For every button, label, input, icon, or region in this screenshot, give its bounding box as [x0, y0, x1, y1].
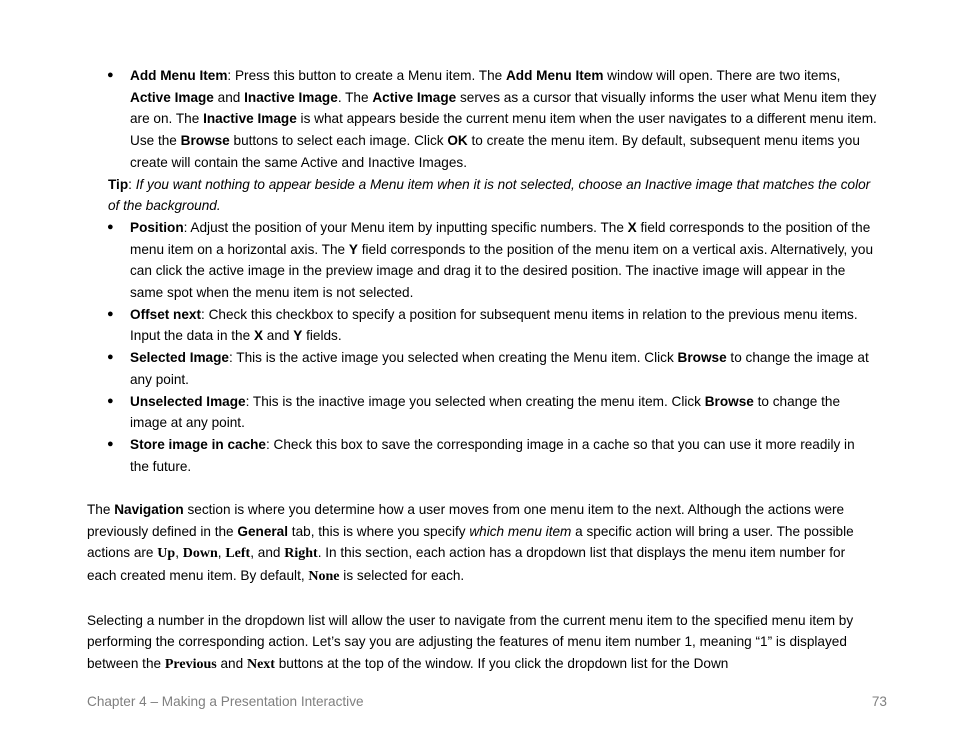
- page-number: 73: [871, 694, 887, 709]
- footer-chapter-title: Chapter 4 – Making a Presentation Interactive: [87, 694, 364, 709]
- item-term: Add Menu Item: [130, 68, 228, 83]
- list-item: ● Add Menu Item: Press this button to create a Menu item. The Add Menu Item window will open. There are two items, Active Image and Inactive Image. The Active Image serves as a cursor that visually informs the user what Menu item they are on. The Inactive Image is what appears beside the current menu item when the user navigates to a different menu item. Use the Browse buttons to select each image. Click OK to create the menu item. By default, subsequent menu items you create will contain the same Active and Inactive Images.: [87, 65, 877, 174]
- bullet-icon: ●: [107, 69, 114, 81]
- list-item: ● Store image in cache: Check this box to save the corresponding image in a cache so that you can use it more readily in the future.: [87, 434, 877, 477]
- bullet-list-1: [87, 65, 877, 174]
- dropdown-paragraph: Selecting a number in the dropdown list will allow the user to navigate from the current menu item to the specified menu item by performing the corresponding action. Let’s say you are adjusting the features of menu item number 1, meaning “1” is displayed between the Previous and Next buttons at the top of the window. If you click the dropdown list for the Down: [87, 612, 854, 672]
- paragraph-spacer: [87, 588, 877, 610]
- item-term: Position: [130, 219, 184, 235]
- bullet-list-2: [87, 217, 877, 477]
- bullet-icon: ●: [107, 351, 114, 364]
- item-term: Selected Image: [130, 350, 229, 366]
- item-term: Store image in cache: [130, 436, 266, 452]
- list-item: ● Offset next: Check this checkbox to specify a position for subsequent menu items in relation to the previous menu items. Input the data in the X and Y fields.: [87, 304, 877, 347]
- list-item: ● Selected Image: This is the active image you selected when creating the Menu item. Click Browse to change the image at any point.: [87, 347, 877, 390]
- item-term: Unselected Image: [130, 393, 246, 409]
- navigation-paragraph: The Navigation section is where you determine how a user moves from one menu item to the next. Although the actions were previously defined in the General tab, this is where you specify which menu item a specific action will bring a user. The possible actions are Up, Down, Left, and Right. In this section, each action has a dropdown list that displays the menu item number for each created menu item. By default, None is selected for each.: [87, 502, 854, 585]
- item-term: Offset next: [130, 306, 202, 322]
- bullet-icon: ●: [107, 220, 114, 233]
- list-item: ● Unselected Image: This is the inactive image you selected when creating the menu item. Click Browse to change the image at any point.: [87, 391, 877, 434]
- bullet-icon: ●: [107, 437, 114, 450]
- bullet-icon: ●: [107, 394, 114, 407]
- bullet-icon: ●: [107, 307, 114, 320]
- list-item: ● Position: Adjust the position of your Menu item by inputting specific numbers. The X field corresponds to the position of the menu item on a horizontal axis. The Y field corresponds to the position of the menu item on a vertical axis. Alternatively, you can click the active image in the preview image and drag it to the desired position. The inactive image will appear in the same spot when the menu item is not selected.: [87, 217, 877, 304]
- tip-note: Tip: If you want nothing to appear beside a Menu item when it is not selected, choose an Inactive image that matches the color of the background.: [108, 176, 871, 214]
- page-body: [87, 65, 877, 676]
- paragraph-spacer: [87, 477, 877, 499]
